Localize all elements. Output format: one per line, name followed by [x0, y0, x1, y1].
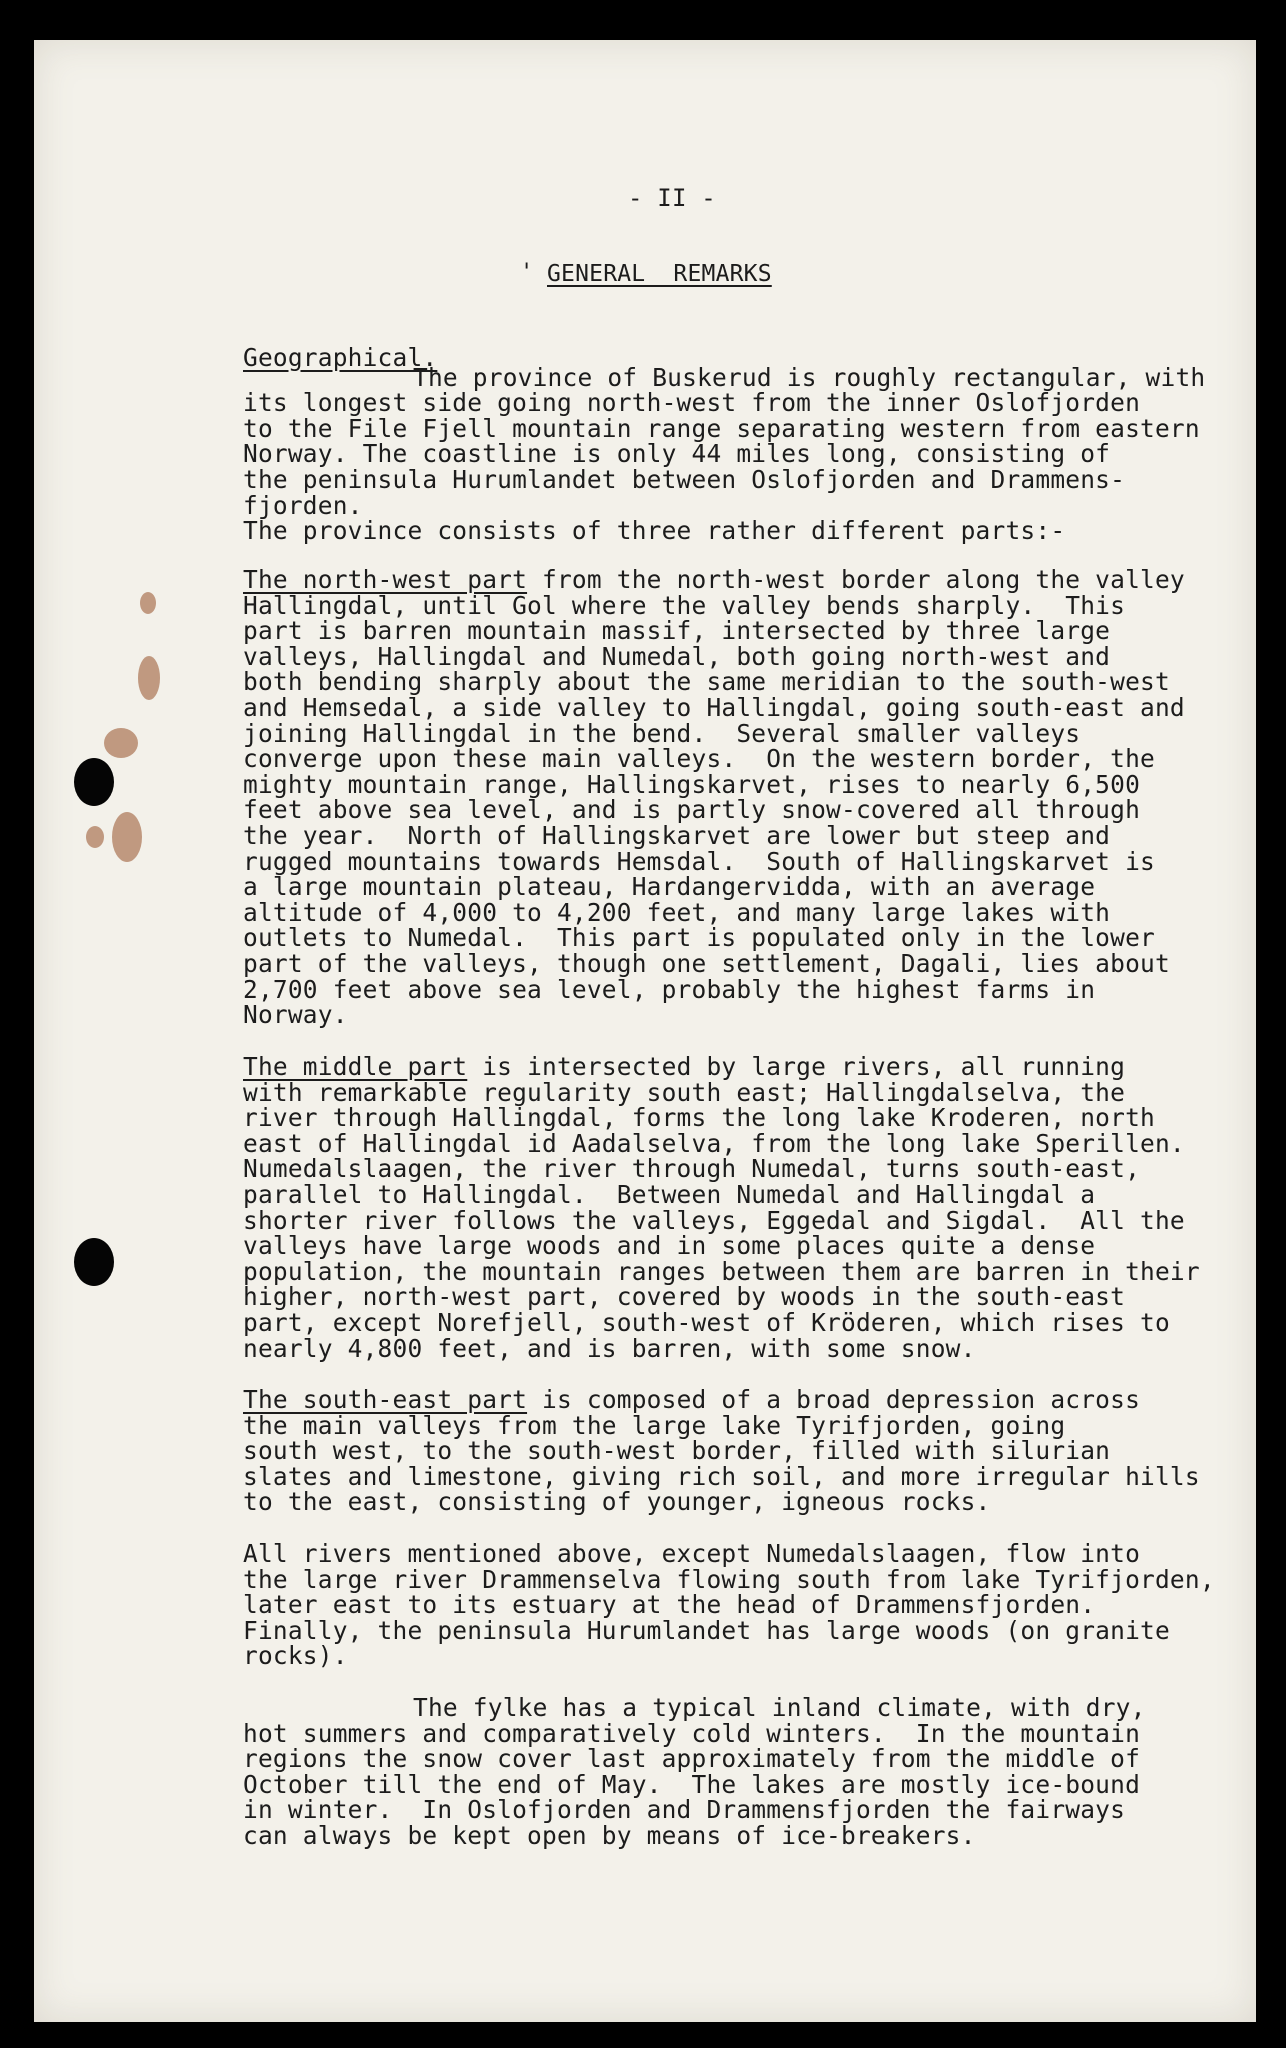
text-line: a large mountain plateau, Hardangervidda, with an average [243, 872, 1096, 902]
text-line: the main valleys from the large lake Tyrifjorden, going [243, 1410, 1066, 1440]
punch-hole-top [74, 758, 114, 806]
text-line: and Hemsedal, a side valley to Hallingdal, going south-east and [243, 692, 1185, 722]
geographical-section [243, 345, 1205, 544]
text-line: outlets to Numedal. This part is populated only in the lower [243, 923, 1155, 953]
page-number: - II - [628, 184, 716, 212]
text-span: from the north-west border along the valley [527, 565, 1185, 594]
text-line: both bending sharply about the same meridian to the south-west [243, 667, 1170, 697]
rust-stain [86, 826, 104, 848]
text-line: slates and limestone, giving rich soil, and more irregular hills [243, 1461, 1200, 1491]
text-line: can always be kept open by means of ice-breakers. [243, 1820, 976, 1850]
text-line: shorter river follows the valleys, Eggedal and Sigdal. All the [243, 1205, 1185, 1235]
section-label-south-east: The south-east part [243, 1385, 528, 1414]
text-line: the year. North of Hallingskarvet are lower but steep and [243, 820, 1111, 850]
text-span: is intersected by large rivers, all running [467, 1052, 1126, 1081]
section-label-middle: The middle part [243, 1052, 468, 1081]
text-line [243, 1387, 1200, 1413]
text-line: fjorden. [243, 490, 363, 520]
text-line: parallel to Hallingdal. Between Numedal and Hallingdal a [243, 1179, 1096, 1209]
text-line: to the east, consisting of younger, igneous rocks. [243, 1487, 991, 1517]
text-line: October till the end of May. The lakes are mostly ice-bound [243, 1769, 1141, 1799]
rust-stain [112, 812, 142, 862]
rust-stain [138, 656, 160, 700]
section-label-north-west: The north-west part [243, 565, 528, 594]
text-line: part is barren mountain massif, intersected by three large [243, 616, 1111, 646]
text-line: Norway. The coastline is only 44 miles long, consisting of [243, 439, 1111, 469]
text-line: south west, to the south-west border, filled with silurian [243, 1436, 1111, 1466]
text-line: valleys, Hallingdal and Numedal, both going north-west and [243, 641, 1111, 671]
text-line: the large river Drammenselva flowing south from lake Tyrifjorden, [243, 1564, 1215, 1594]
text-line [243, 1054, 1200, 1080]
south-east-section [243, 1387, 1200, 1515]
text-line: higher, north-west part, covered by woods in the south-east [243, 1282, 1126, 1312]
text-line: Hallingdal, until Gol where the valley bends sharply. This [243, 590, 1126, 620]
text-line: its longest side going north-west from the inner Oslofjorden [243, 388, 1141, 418]
north-west-section [243, 567, 1185, 1028]
text-line: valleys have large woods and in some places quite a dense [243, 1231, 1096, 1261]
text-line: Finally, the peninsula Hurumlandet has large woods (on granite [243, 1615, 1170, 1645]
text-line: mighty mountain range, Hallingskarvet, rises to nearly 6,500 [243, 769, 1141, 799]
text-line: The province of Buskerud is roughly rectangular, with [413, 362, 1206, 392]
text-line: population, the mountain ranges between them are barren in their [243, 1256, 1200, 1286]
text-line: the peninsula Hurumlandet between Oslofjorden and Drammens- [243, 464, 1126, 494]
section-label-geographical: Geographical. [243, 343, 438, 372]
middle-section [243, 1054, 1200, 1361]
rust-stain [104, 728, 138, 758]
text-line: joining Hallingdal in the bend. Several smaller valleys [243, 718, 1081, 748]
text-span: is composed of a broad depression across [527, 1385, 1141, 1414]
text-line: feet above sea level, and is partly snow-covered all through [243, 795, 1141, 825]
text-line: nearly 4,800 feet, and is barren, with some snow. [243, 1333, 976, 1363]
text-line: later east to its estuary at the head of Drammensfjorden. [243, 1590, 1096, 1620]
text-line: The province consists of three rather different parts:- [243, 516, 1066, 546]
text-line: altitude of 4,000 to 4,200 feet, and many large lakes with [243, 897, 1111, 927]
text-line: east of Hallingdal id Aadalselva, from the long lake Sperillen. [243, 1128, 1185, 1158]
text-line: regions the snow cover last approximately from the middle of [243, 1744, 1141, 1774]
punch-hole-bottom [74, 1238, 114, 1286]
text-line: hot summers and comparatively cold winters. In the mountain [243, 1718, 1141, 1748]
text-line: in winter. In Oslofjorden and Drammensfjorden the fairways [243, 1795, 1126, 1825]
text-line: Norway. [243, 1000, 348, 1030]
text-line: All rivers mentioned above, except Numedalslaagen, flow into [243, 1539, 1141, 1568]
rivers-paragraph [243, 1541, 1215, 1669]
text-line [243, 567, 1185, 593]
text-line: river through Hallingdal, forms the long lake Kroderen, north [243, 1103, 1155, 1133]
text-line: The fylke has a typical inland climate, with dry, [413, 1693, 1146, 1722]
climate-paragraph [243, 1695, 1146, 1849]
text-line: 2,700 feet above sea level, probably the highest farms in [243, 974, 1096, 1004]
text-line: part, except Norefjell, south-west of Kröderen, which rises to [243, 1307, 1170, 1337]
text-line: Numedalslaagen, the river through Numedal, turns south-east, [243, 1154, 1141, 1184]
text-line: rugged mountains towards Hemsdal. South of Hallingskarvet is [243, 846, 1155, 876]
text-line: to the File Fjell mountain range separating western from eastern [243, 413, 1200, 443]
text-line: rocks). [243, 1641, 348, 1671]
text-line: part of the valleys, though one settlement, Dagali, lies about [243, 948, 1170, 978]
margin-mark: ' [520, 260, 534, 285]
text-line: with remarkable regularity south east; Hallingdalselva, the [243, 1077, 1126, 1107]
rust-stain [140, 592, 156, 614]
page-title: GENERAL REMARKS [547, 261, 772, 287]
text-line: converge upon these main valleys. On the western border, the [243, 744, 1155, 774]
